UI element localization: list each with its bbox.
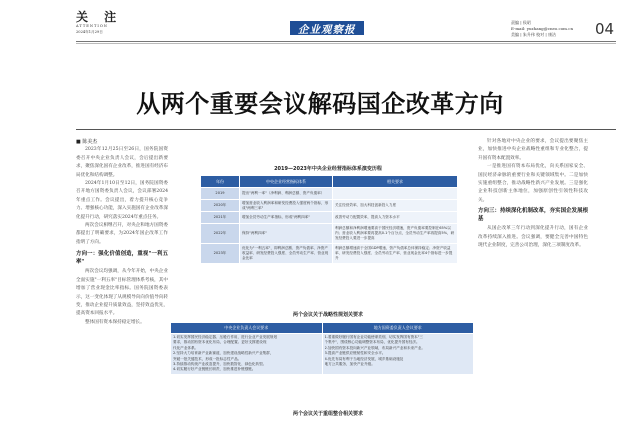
list-item: 突破一批关键技术，形成一批标志性产品。 — [173, 356, 242, 361]
table1-header: 中央企业经营指标体系 — [240, 176, 333, 188]
year-cell: 2021年 — [201, 212, 240, 224]
paragraph: 两次会议相继召开，对央企和地方国资委都提出了明确要求，为2024年国企改革工作指明了方向。 — [76, 223, 168, 245]
table2-header: 地方国资委负责人会议要求 — [322, 323, 474, 334]
table2-title: 两个会议关于战略性规划关要求 — [292, 312, 363, 318]
list-item: 地方公共服务，加快产业升级。 — [324, 362, 375, 367]
paragraph: 2024年1月10日至12日，国务院国资委召开地方国资委负责人会议，会议部署2024年重点工作。会议提出，着力提升核心竞争力、增强核心功能，深入实施国有企业改革深化提升行动，研究落实2024年重点任务。 — [76, 181, 168, 220]
list-item: 3.提高产业链供应链韧性和安全水平。 — [324, 351, 386, 356]
requirement-cell: 关注经营效率，加大科技创新投入力度 — [333, 200, 458, 212]
article-headline: 从两个重要会议解码国企改革方向 — [136, 90, 504, 118]
list-item: 要求，推动国有资本优化布局，合理配置。更好支撑建设现 — [173, 340, 267, 345]
paragraph: 整体国有资本保持稳定增长。 — [85, 319, 145, 325]
local-requirements-cell — [322, 334, 474, 375]
paragraph: 2023年12月25日至26日，国务院国资委召开中央企业负责人会议，会后提出新要求，聚焦深化国有企业改革，推进国有经济布局优化和结构调整。 — [76, 147, 168, 178]
indicator-evolution-table — [200, 175, 458, 264]
metric-cell: 提出"两利一率"（净利润、利润总额、资产负债率） — [240, 188, 333, 200]
requirement-cell: 改善劳动力配置效率，提高人力资本水平 — [333, 212, 458, 224]
section-heading: 方向三：持续深化机制改革，夯实国企发展根基 — [478, 208, 588, 223]
masthead-logo: 企业观察报 — [298, 24, 356, 36]
metric-cell: 增加营业收入利润率和研发经费投入强度两个指标，形成"两利三率" — [240, 200, 333, 212]
left-text-column — [76, 138, 168, 421]
list-item: 4.优先布局有利于当地经济发展，城乡基础设施及 — [324, 356, 404, 361]
list-item: 代化产业体系。 — [173, 345, 199, 350]
requirement-cell: 利润总额增速高于全国GDP增速，资产负债率总体保持稳定；净资产收益率、研发经费投入强度、全员劳动生产率、营业现金比率4个指标进一步提升 — [333, 244, 458, 264]
table-row — [201, 224, 458, 244]
table-row — [201, 200, 458, 212]
year-cell: 2023年 — [201, 244, 240, 264]
section-heading: 方向一：强化价值创造，重视"一利五率" — [76, 251, 168, 266]
headline-divider — [76, 129, 616, 130]
section-title: 关 注 — [76, 10, 123, 24]
requirement-cell: 利润总额和净利润增速要高于国民经济增速，资产负债率要控制在65%以内；营业收入利润率要再提高0.1个百分点，全员劳动生产率再提高5%，研发经费投入要进一步提高 — [333, 224, 458, 244]
list-item: 1.着重做好履行国有企业功能使命类别，切实发挥国有资本"三 — [324, 335, 424, 339]
list-item: 1.切实发挥国民经济稳定器、压舱石作用，进行企业产业发展规划 — [173, 335, 278, 339]
paragraph: 从国企改革三年行动到深化提升行动，国有企业改革持续深入推进。会议强调，要健全完善中国特色现代企业制度，完善公司治理，深化三项制度改革。 — [478, 226, 588, 249]
right-text-column — [478, 138, 588, 421]
strategic-requirements-table — [170, 322, 474, 375]
issue-date: 2024年1月29日 — [76, 30, 103, 34]
table1-header: 年份 — [201, 176, 240, 188]
table-row — [201, 188, 458, 200]
metric-cell: 增加全员劳动生产率指标，形成"两利四率" — [240, 212, 333, 224]
page-number: 04 — [595, 20, 615, 38]
list-item: 4.切实履行好产业链链长职责，加快推进补链强链。 — [173, 367, 256, 372]
list-item: 个集中"，围绕核心功能调整资本布局，优化提升国有经济。 — [324, 340, 420, 345]
metric-cell: 保持"两利四率" — [240, 224, 333, 244]
table-row — [201, 212, 458, 224]
requirement-cell — [333, 188, 458, 200]
contact-email: E-mail: yuzhang@cneo.com.cn — [511, 26, 574, 31]
table2-header: 中央企业负责人会议要求 — [171, 323, 323, 334]
header-divider-thin — [76, 43, 616, 44]
list-item: 2.加快国有资本投向新兴产业领域，布局新兴产业和未来产业。 — [324, 345, 425, 350]
editor-credit: 责编 | 侯昭 — [511, 20, 531, 25]
list-item: 3.持续推动传统产业改造提升，加快数智化、绿色化转型。 — [173, 362, 267, 367]
page-header — [0, 0, 640, 45]
table-row — [201, 244, 458, 264]
central-requirements-cell — [171, 334, 323, 375]
table3-title: 两个会议关于重组整合相关要求 — [292, 411, 363, 417]
metric-cell: 优化为"一利五率"，即利润总额、资产负债率、净资产收益率、研发经费投入强度、全员劳动生产率、营业现金比率 — [240, 244, 333, 264]
paragraph: 针对各地对中央企业的要求，会议提出要聚焦主业，加快推进中央企业战略性重组和专业化整合，提升国有资本配置效率。 — [478, 139, 588, 161]
article-author: ■ 陈美杰 — [76, 139, 98, 145]
table1-header: 相关要求 — [333, 176, 458, 188]
section-subtitle: ATTENTION — [76, 24, 108, 28]
list-item: 2.坚持大力培育新产业新赛道，加快建设战略性新兴产业集群， — [173, 351, 274, 356]
year-cell: 2019 — [201, 188, 240, 200]
year-cell: 2022年 — [201, 224, 240, 244]
year-cell: 2020年 — [201, 200, 240, 212]
design-credit: 美编 | 朱升伟 校对 | 康洁 — [511, 32, 557, 37]
table1-title: 2019—2023年中央企业经营指标体系演变历程 — [274, 166, 382, 172]
paragraph: 两次会议均强调，从今年开始，中央企业全面实施"一利五率"目标管理体系考核，其中增加了营业现金比率指标。国务院国资委表示，这一变化体现了从规模导向向价值导向转变，推动企业提升质量效益，坚持效益优先，提高资本回报水平。 — [76, 269, 168, 317]
paragraph: 一是推进国有资本布局优化，向关系国家安全、国民经济命脉的重要行业和关键领域集中。二是加快实施重组整合，推动战略性新兴产业发展。三是强化企业科技创新主体地位，加强原创性引领性科技攻关。 — [478, 164, 588, 203]
table-row — [171, 334, 474, 375]
header-divider — [76, 41, 616, 42]
